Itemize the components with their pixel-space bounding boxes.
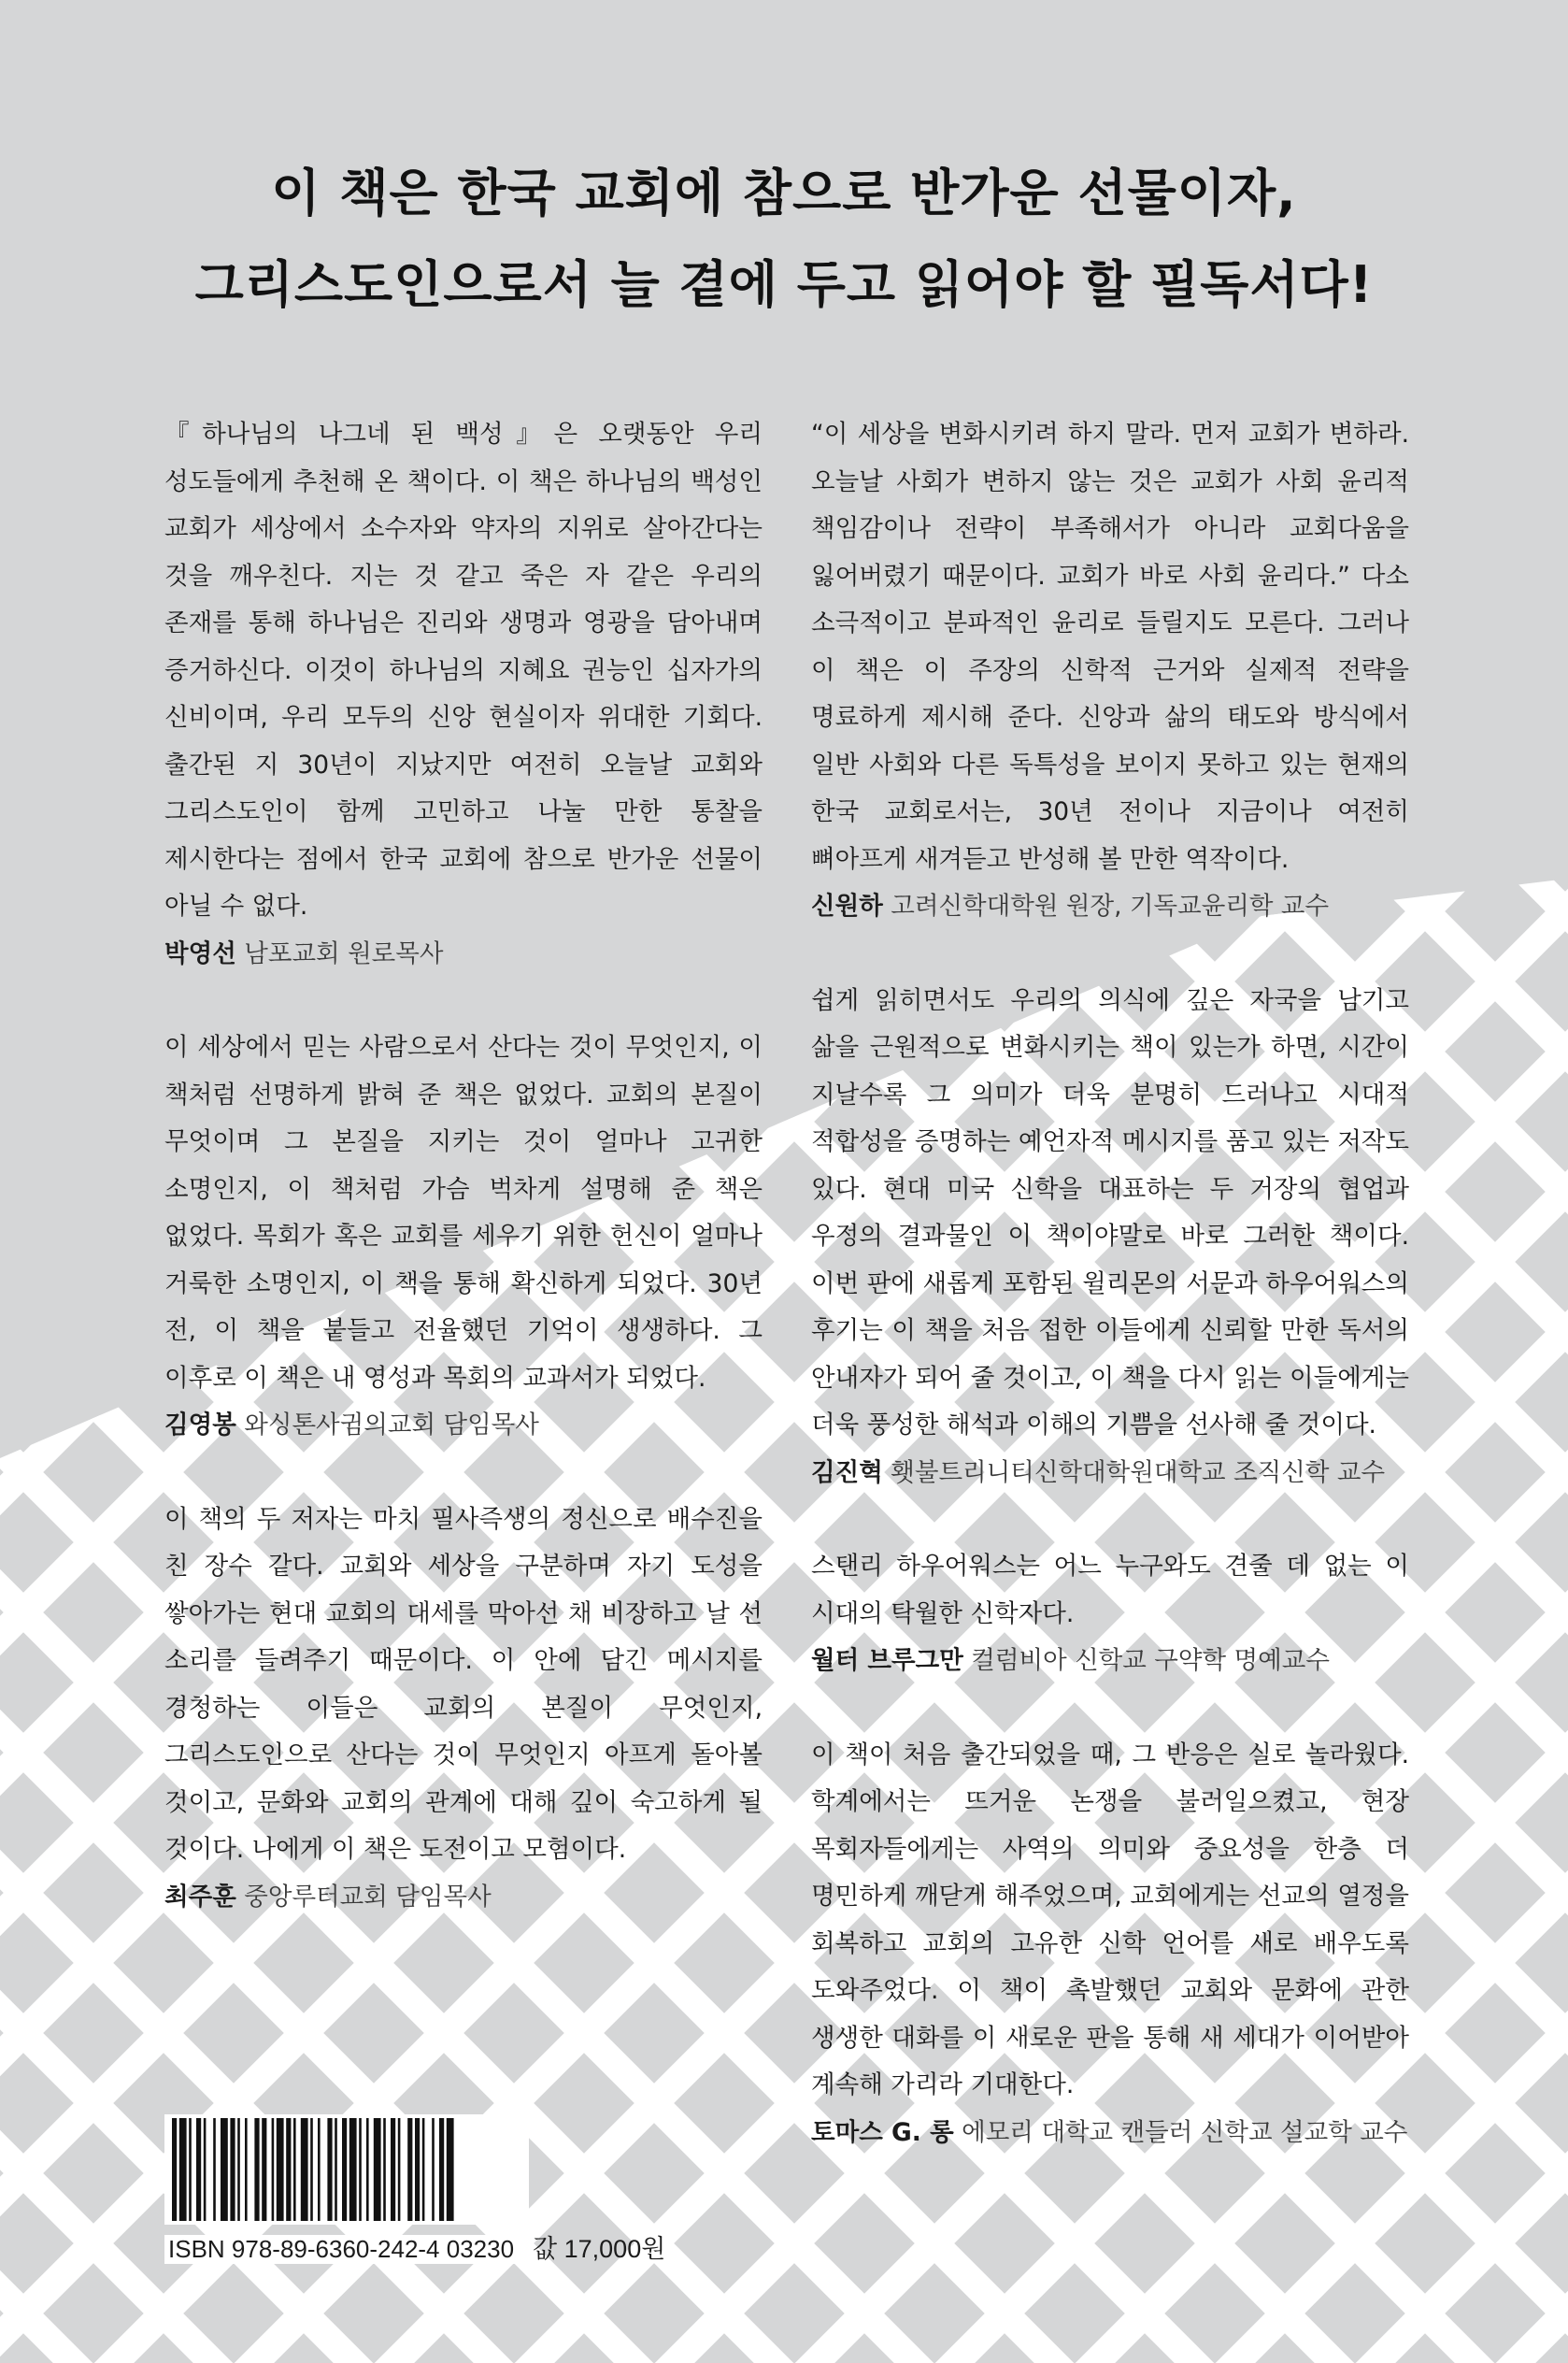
endorsement-text: “이 세상을 변화시키려 하지 말라. 먼저 교회가 변하라. 오늘날 사회가 변하지 않는 것은 교회가 사회 윤리적 책임감이나 전략이 부족해서가 아니라 교회다움을 잃어버렸기 때문이다. 교회가 바로 사회 윤리다.” 다소 소극적이고 분파적인 윤리로 들릴지도 모른다. 그러나 이 책은 이 주장의 신학적 근거와 실제적 전략을 명료하게 제시해 준다. 신앙과 삶의 태도와 방식에서 일반 사회와 다른 독특성을 보이지 못하고 있는 현재의 한국 교회로서는, 30년 전이나 지금이나 여전히 뼈아프게 새겨듣고 반성해 볼 만한 역작이다. [811, 420, 1409, 874]
endorsement-thomas-long [811, 1732, 1409, 2157]
headline-line-2: 그리스도인으로서 늘 곁에 두고 읽어야 할 필독서다! [194, 255, 1374, 314]
endorser-name: 김영봉 [164, 1411, 236, 1439]
endorser-name: 토마스 G. 롱 [811, 2117, 954, 2147]
headline-line-1: 이 책은 한국 교회에 참으로 반가운 선물이자, [271, 164, 1297, 222]
endorsement-text: 쉽게 읽히면서도 우리의 의식에 깊은 자국을 남기고 삶을 근원적으로 변화시키는 책이 있는가 하면, 시간이 지날수록 그 의미가 더욱 분명히 드러나고 시대적 적합성을 증명하는 예언자적 메시지를 품고 있는 저작도 있다. 현대 미국 신학을 대표하는 두 거장의 협업과 우정의 결과물인 이 책이야말로 바로 그러한 책이다. 이번 판에 새롭게 포함된 윌리몬의 서문과 하우어워스의 후기는 이 책을 처음 접한 이들에게 신뢰할 만한 독서의 안내자가 되어 줄 것이고, 이 책을 다시 읽는 이들에게는 더욱 풍성한 해석과 이해의 기쁨을 선사해 줄 것이다. [811, 985, 1409, 1439]
isbn-price-row [164, 2228, 697, 2265]
endorsement-text: 이 세상에서 믿는 사람으로서 산다는 것이 무엇인지, 이 책처럼 선명하게 밝혀 준 책은 없었다. 교회의 본질이 무엇이며 그 본질을 지키는 것이 얼마나 고귀한 소명인지, 이 책처럼 가슴 벅차게 설명해 준 책은 없었다. 목회가 혹은 교회를 세우기 위한 헌신이 얼마나 거룩한 소명인지, 이 책을 통해 확신하게 되었다. 30년 전, 이 책을 붙들고 전율했던 기억이 생생하다. 그 이후로 이 책은 내 영성과 목회의 교과서가 되었다. [164, 1033, 763, 1393]
endorsement-text: 『하나님의 나그네 된 백성』은 오랫동안 우리 성도들에게 추천해 온 책이다. 이 책은 하나님의 백성인 교회가 세상에서 소수자와 약자의 지위로 살아간다는 것을 깨우친다. 지는 것 같고 죽은 자 같은 우리의 존재를 통해 하나님은 진리와 생명과 영광을 담아내며 증거하신다. 이것이 하나님의 지혜요 권능인 십자가의 신비이며, 우리 모두의 신앙 현실이자 위대한 기회다. 출간된 지 30년이 지났지만 여전히 오늘날 교회와 그리스도인이 함께 고민하고 나눌 만한 통찰을 제시한다는 점에서 한국 교회에 참으로 반가운 선물이 아닐 수 없다. [164, 420, 763, 921]
endorser-name: 월터 브루그만 [811, 1646, 963, 1675]
endorsement-attribution [811, 1450, 1409, 1497]
endorser-name: 박영선 [164, 938, 236, 968]
headline [0, 148, 1568, 331]
endorsement-walter-brueggemann [811, 1543, 1409, 1685]
endorser-role: 와싱톤사귐의교회 담임목사 [244, 1411, 539, 1439]
endorser-name: 신원하 [811, 892, 883, 921]
endorser-role: 고려신학대학원 원장, 기독교윤리학 교수 [891, 892, 1330, 921]
endorsement-attribution [164, 1874, 763, 1922]
endorser-name: 최주훈 [164, 1882, 236, 1912]
endorsement-text: 스탠리 하우어워스는 어느 누구와도 견줄 데 없는 이 시대의 탁월한 신학자다. [811, 1552, 1409, 1628]
isbn-number: ISBN 978-89-6360-242-4 03230 [164, 2235, 518, 2264]
endorsement-attribution [811, 1638, 1409, 1685]
endorser-role: 에모리 대학교 캔들러 신학교 설교학 교수 [962, 2117, 1408, 2147]
price-label: 값 17,000원 [533, 2235, 666, 2263]
endorsement-attribution [164, 931, 763, 979]
endorser-name: 김진혁 [811, 1457, 883, 1487]
barcode-block [164, 2114, 697, 2265]
endorsement-kim-youngbong [164, 1024, 763, 1450]
endorsement-park-youngsun [164, 411, 763, 978]
left-endorsement-column [164, 411, 763, 1921]
endorsement-text: 이 책의 두 저자는 마치 필사즉생의 정신으로 배수진을 친 장수 같다. 교회와 세상을 구분하며 자기 도성을 쌓아가는 현대 교회의 대세를 막아선 채 비장하고 날 선 소리를 들려주기 때문이다. 이 안에 담긴 메시지를 경청하는 이들은 교회의 본질이 무엇인지, 그리스도인으로 산다는 것이 무엇인지 아프게 돌아볼 것이고, 문화와 교회의 관계에 대해 깊이 숙고하게 될 것이다. 나에게 이 책은 도전이고 모험이다. [164, 1504, 763, 1864]
endorsement-choi-juhoon [164, 1497, 763, 1922]
endorser-role: 횃불트리니티신학대학원대학교 조직신학 교수 [891, 1457, 1386, 1487]
endorser-role: 컬럼비아 신학교 구약학 명예교수 [971, 1646, 1330, 1675]
endorsement-text: 이 책이 처음 출간되었을 때, 그 반응은 실로 놀라웠다. 학계에서는 뜨거운 논쟁을 불러일으켰고, 현장 목회자들에게는 사역의 의미와 중요성을 한층 더 명민하게 깨닫게 해주었으며, 교회에게는 선교의 열정을 회복하고 교회의 고유한 신학 언어를 새로 배우도록 도와주었다. 이 책이 촉발했던 교회와 문화에 관한 생생한 대화를 이 새로운 판을 통해 새 세대가 이어받아 계속해 가리라 기대한다. [811, 1740, 1409, 2099]
endorser-role: 중앙루터교회 담임목사 [244, 1882, 492, 1912]
right-endorsement-column [811, 411, 1409, 2156]
endorsement-shin-wonha [811, 411, 1409, 931]
isbn-barcode [164, 2114, 529, 2225]
endorsement-kim-jinhyuk [811, 978, 1409, 1497]
endorsement-attribution [811, 2110, 1409, 2157]
endorser-role: 남포교회 원로목사 [244, 938, 444, 968]
endorsement-attribution [811, 883, 1409, 931]
endorsement-attribution [164, 1402, 763, 1450]
